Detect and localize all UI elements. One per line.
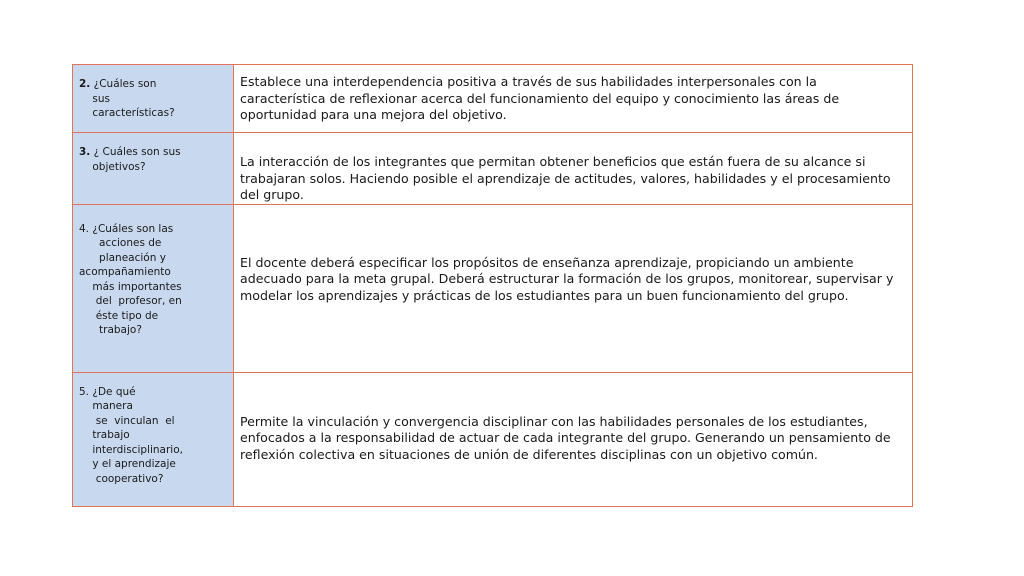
question-number: 5.	[79, 385, 90, 398]
question-label: ¿Cuáles son las acciones de planeación y acompañamiento más importantes del profesor, en éste tipo de trabajo?	[79, 222, 182, 336]
question-cell	[73, 372, 234, 506]
question-number: 3.	[79, 146, 91, 158]
question-cell	[73, 65, 234, 133]
question-text	[73, 373, 233, 487]
table-row	[73, 65, 913, 133]
table-row	[73, 133, 913, 205]
answer-cell	[234, 372, 913, 506]
answer-text: El docente deberá especificar los propósitos de enseñanza aprendizaje, propiciando un ambiente adecuado para la meta grupal. Deberá estructurar la formación de los grupos, monitorear, supervisar y modelar los aprendizajes y prácticas de los estudiantes para un buen funcionamiento del grupo.	[240, 254, 894, 303]
answer-cell	[234, 65, 913, 133]
question-cell	[73, 204, 234, 372]
question-number: 2.	[79, 78, 91, 90]
answer-text: La interacción de los integrantes que permitan obtener beneficios que están fuera de su alcance si trabajaran solos. Haciendo posible el aprendizaje de actitudes, valores, habilidades y el procesamiento del grupo.	[240, 154, 891, 202]
question-label: ¿Cuáles son sus características?	[92, 78, 175, 119]
table-row	[73, 204, 913, 372]
answer-cell	[234, 133, 913, 205]
question-label: ¿ Cuáles son sus objetivos?	[92, 146, 181, 173]
answer-text: Establece una interdependencia positiva a través de sus habilidades interpersonales con la característica de reflexionar acerca del funcionamiento del equipo y conocimiento las áreas de oportunidad para una mejora del objetivo.	[240, 74, 840, 122]
questions-table	[72, 64, 913, 507]
answer-cell	[234, 204, 913, 372]
question-cell	[73, 133, 234, 205]
answer-text: Permite la vinculación y convergencia disciplinar con las habilidades personales de los estudiantes, enfocados a la responsabilidad de actuar de cada integrante del grupo. Generando un pensamiento de reflexión colectiva en situaciones de unión de diferentes disciplinas con un objetivo común.	[240, 413, 891, 462]
question-text	[73, 65, 233, 121]
question-text	[73, 205, 233, 338]
question-number: 4.	[79, 222, 90, 235]
question-text	[73, 133, 233, 174]
question-label: ¿De qué manera se vinculan el trabajo interdisciplinario, y el aprendizaje cooperativo?	[92, 385, 183, 485]
table-row	[73, 372, 913, 506]
